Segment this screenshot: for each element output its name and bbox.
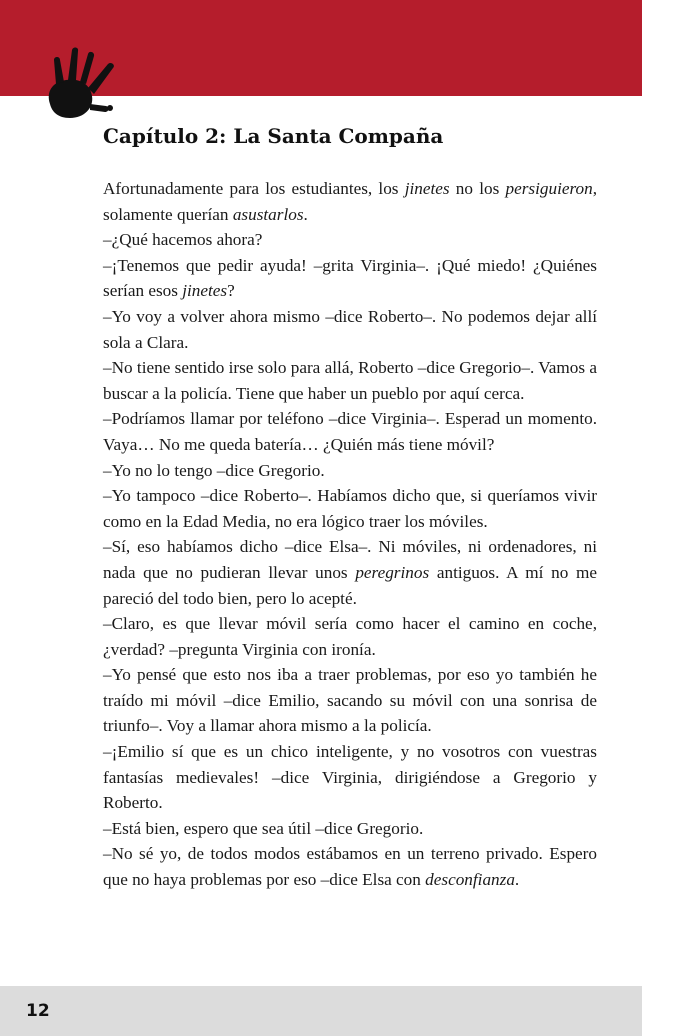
italic-term: persiguieron <box>505 179 593 198</box>
paragraph: –Yo voy a volver ahora mismo –dice Roberto–. No podemos dejar allí sola a Clara. <box>103 306 597 352</box>
chapter-body <box>103 176 597 893</box>
paragraph: –Está bien, espero que sea útil –dice Gregorio. <box>103 818 424 838</box>
paragraph: –Yo no lo tengo –dice Gregorio. <box>103 460 325 480</box>
italic-term: desconfianza <box>425 870 515 890</box>
italic-term: jinetes <box>404 179 450 198</box>
paragraph: –No sé yo, de todos modos estábamos en un terreno privado. Espero que no haya problemas por eso –dice Elsa con desconfianza. <box>103 844 597 890</box>
chapter-title: Capítulo 2: La Santa Compaña <box>103 124 444 148</box>
page-number: 12 <box>26 1001 50 1021</box>
italic-term: asustarlos <box>232 204 304 224</box>
paragraph: –Sí, eso habíamos dicho –dice Elsa–. Ni móviles, ni ordenadores, ni nada que no pudieran llevar unos peregrinos antiguos. A mí no me pareció del todo bien, pero lo acepté. <box>103 537 597 608</box>
paragraph: –¿Qué hacemos ahora? <box>103 230 263 250</box>
paragraph: Afortunadamente para los estudiantes, los jinetes no los persiguieron, solamente querían asustarlos. <box>103 179 598 224</box>
footer-band <box>0 986 642 1036</box>
paragraph: –¡Emilio sí que es un chico inteligente, y no vosotros con vuestras fantasías medievales! –dice Virginia, dirigiéndose a Gregorio y Roberto. <box>103 742 597 813</box>
paragraph: –Podríamos llamar por teléfono –dice Virginia–. Esperad un momento. Vaya… No me queda batería… ¿Quién más tiene móvil? <box>103 409 597 454</box>
paragraph: –¡Tenemos que pedir ayuda! –grita Virginia–. ¡Qué miedo! ¿Quiénes serían esos jinetes? <box>103 255 597 301</box>
paragraph: –Yo tampoco –dice Roberto–. Habíamos dicho que, si queríamos vivir como en la Edad Media, no era lógico traer los móviles. <box>103 486 597 531</box>
paragraph: –No tiene sentido irse solo para allá, Roberto –dice Gregorio–. Vamos a buscar a la policía. Tiene que haber un pueblo por aquí cerca. <box>103 358 597 403</box>
italic-term: jinetes <box>182 281 228 301</box>
handprint-icon <box>36 40 126 130</box>
paragraph: –Claro, es que llevar móvil sería como hacer el camino en coche, ¿verdad? –pregunta Virginia con ironía. <box>103 614 597 659</box>
italic-term: peregrinos <box>355 562 430 582</box>
paragraph: –Yo pensé que esto nos iba a traer problemas, por eso yo también he traído mi móvil –dice Emilio, sacando su móvil con una sonrisa de triunfo–. Voy a llamar ahora mismo a la policía. <box>103 665 597 736</box>
